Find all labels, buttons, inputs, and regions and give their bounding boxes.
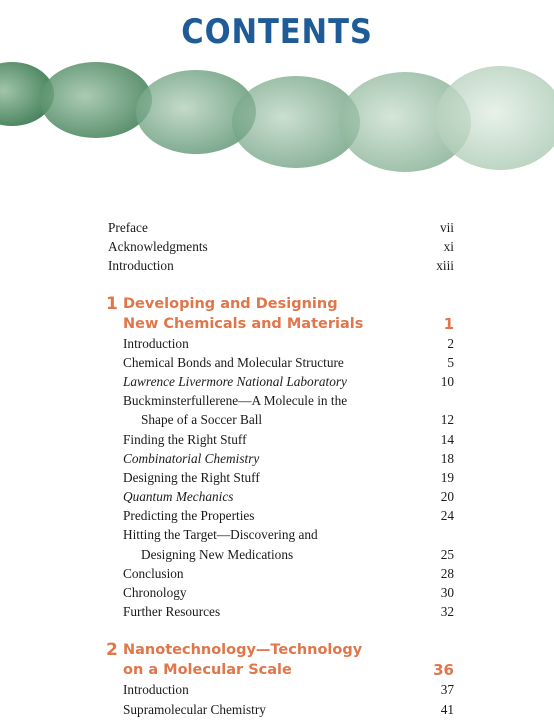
toc-entry[interactable]	[0, 602, 554, 621]
toc-entry-label-continued: Designing New Medications	[141, 546, 294, 562]
toc-entry-page: 20	[440, 489, 454, 505]
toc-entry[interactable]	[0, 680, 554, 699]
toc-entry[interactable]	[0, 525, 554, 544]
chapter-page: 1	[443, 314, 454, 333]
toc-entry-label-continued: Shape of a Soccer Ball	[141, 412, 263, 428]
toc-entry[interactable]	[0, 700, 554, 719]
chapter-number: 2	[106, 640, 118, 661]
toc-entry-page: 28	[440, 565, 454, 581]
toc-entry-acknowledgments[interactable]	[0, 237, 554, 256]
toc-entry-label: Chronology	[123, 585, 187, 600]
toc-entry-continuation[interactable]	[0, 410, 554, 429]
toc-entry[interactable]	[0, 334, 554, 353]
toc-entry[interactable]	[0, 583, 554, 602]
toc-entry-label: Preface	[108, 220, 148, 235]
toc-entry-label: Lawrence Livermore National Laboratory	[123, 373, 347, 389]
toc-entry-label: Introduction	[123, 335, 189, 351]
toc-entry[interactable]	[0, 506, 554, 525]
toc-entry-label: Hitting the Target—Discovering and	[123, 527, 318, 543]
toc-entry-continuation[interactable]	[0, 545, 554, 564]
toc-entry-label: Designing the Right Stuff	[123, 469, 260, 485]
toc-entry-preface[interactable]	[0, 218, 554, 237]
toc-entry-page: 24	[440, 508, 454, 524]
toc-entry-page: vii	[439, 220, 454, 235]
toc-entry[interactable]	[0, 449, 554, 468]
toc-entry-label: Supramolecular Chemistry	[123, 701, 266, 717]
toc-entry-page: 32	[440, 604, 454, 620]
page-title: CONTENTS	[181, 12, 373, 52]
toc-entry[interactable]	[0, 391, 554, 410]
toc-entry-page: 25	[440, 546, 454, 562]
chapter-2-heading[interactable]	[0, 640, 554, 680]
toc-entry-page: 5	[447, 354, 454, 370]
toc-entry-introduction[interactable]	[0, 256, 554, 275]
toc-entry[interactable]	[0, 564, 554, 583]
toc-entry-label: Chemical Bonds and Molecular Structure	[123, 354, 344, 370]
toc-entry-label: Buckminsterfullerene—A Molecule in the	[123, 393, 348, 409]
toc-entry-page: 19	[440, 469, 454, 485]
toc-entry-label: Acknowledgments	[108, 239, 208, 255]
chapter-title-line2: New Chemicals and Materials	[123, 315, 364, 332]
chapter-number: 1	[106, 293, 118, 314]
chapter-page: 36	[433, 661, 454, 680]
toc-entry-label: Quantum Mechanics	[123, 489, 234, 505]
toc-entry-page: 12	[440, 412, 454, 428]
toc-entry[interactable]	[0, 430, 554, 449]
toc-entry-label: Further Resources	[123, 604, 221, 620]
toc-entry-page: 30	[440, 585, 454, 600]
toc-entry[interactable]	[0, 487, 554, 506]
toc-entry-page: 37	[440, 682, 454, 698]
chapter-1-heading[interactable]	[0, 294, 554, 334]
toc-entry-label: Conclusion	[123, 565, 184, 581]
table-of-contents	[0, 218, 554, 719]
chapter-title-line1: Developing and Designing	[123, 295, 338, 312]
toc-entry-page: 14	[440, 431, 454, 447]
toc-entry-page: 41	[440, 701, 454, 717]
oval-2	[40, 62, 152, 138]
toc-entry-label: Combinatorial Chemistry	[123, 450, 260, 466]
toc-entry-label: Finding the Right Stuff	[123, 431, 247, 447]
toc-entry-label: Introduction	[108, 258, 174, 274]
toc-entry-page: 2	[447, 335, 454, 351]
toc-entry-page: xi	[443, 239, 454, 255]
decorative-molecule-chain	[0, 50, 554, 200]
chapter-title-line2: on a Molecular Scale	[123, 662, 292, 679]
chapter-title-line1: Nanotechnology—Technology	[123, 642, 363, 659]
toc-entry-page: 10	[440, 373, 454, 389]
toc-entry[interactable]	[0, 372, 554, 391]
toc-entry-page: 18	[440, 450, 454, 466]
toc-entry-label: Predicting the Properties	[123, 508, 255, 524]
toc-entry-label: Introduction	[123, 682, 189, 698]
toc-entry-page: xiii	[436, 258, 454, 274]
toc-entry[interactable]	[0, 468, 554, 487]
toc-entry[interactable]	[0, 353, 554, 372]
